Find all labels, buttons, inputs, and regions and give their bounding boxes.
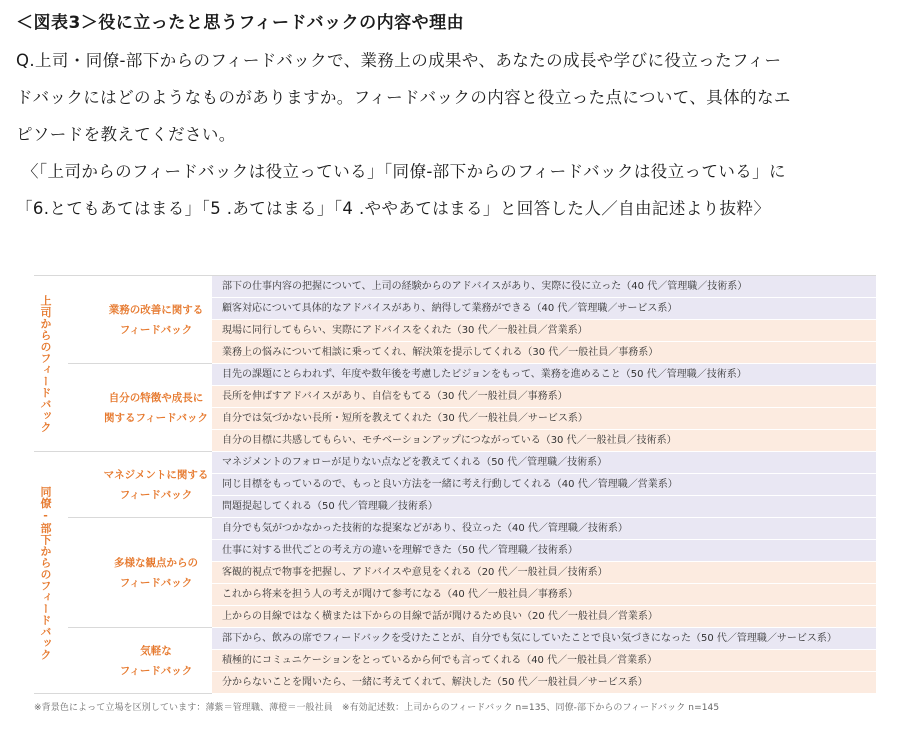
table-row: 仕事に対する世代ごとの考え方の違いを理解できた（50 代／管理職／技術系）	[212, 540, 876, 562]
question-line: 〈「上司からのフィードバックは役立っている」「同僚-部下からのフィードバックは役立っている」に	[22, 162, 786, 181]
feedback-table	[34, 276, 876, 694]
category-label: 気軽な フィードバック	[119, 645, 193, 677]
category-label: 自分の特徴や成長に 関するフィードバック	[104, 392, 208, 424]
group-divider	[34, 693, 68, 694]
table-row: 分からないことを聞いたら、一緒に考えてくれて、解決した（50 代／一般社員／サービス系）	[212, 672, 876, 694]
table-row: 長所を伸ばすアドバイスがあり、自信をもてる（30 代／一般社員／事務系）	[212, 386, 876, 408]
table-row: 目先の課題にとらわれず、年度や数年後を考慮したビジョンをもって、業務を進めること（50 代／管理職／技術系）	[212, 364, 876, 386]
figure-title: ＜図表3＞役に立ったと思うフィードバックの内容や理由	[16, 13, 465, 33]
category-label: 多様な観点からの フィードバック	[114, 557, 198, 589]
category-label: マネジメントに関する フィードバック	[103, 469, 209, 501]
table-row: 部下から、飲みの席でフィードバックを受けたことが、自分でも気にしていたことで良い気づきになった（50 代／管理職／サービス系）	[212, 628, 876, 650]
table-row: 部下の仕事内容の把握について、上司の経験からのアドバイスがあり、実際に役に立った（40 代／管理職／技術系）	[212, 276, 876, 298]
table-row: これから将来を担う人の考えが聞けて参考になる（40 代／一般社員／事務系）	[212, 584, 876, 606]
question-text	[16, 42, 896, 227]
footnote: ※背景色によって立場を区別しています：薄紫＝管理職、薄橙＝一般社員 ※有効記述数：上司からのフィードバック n=135、同僚-部下からのフィードバック n=145	[34, 703, 720, 713]
table-row: 自分では気づかない長所・短所を教えてくれた（30 代／一般社員／サービス系）	[212, 408, 876, 430]
category-label: 業務の改善に関する フィードバック	[108, 304, 204, 336]
category-divider	[68, 693, 212, 694]
group-label-boss: 上司からのフィードバック	[39, 295, 52, 433]
table-row: 自分の目標に共感してもらい、モチベーションアップにつながっている（30 代／一般社員／技術系）	[212, 430, 876, 452]
table-row: 現場に同行してもらい、実際にアドバイスをくれた（30 代／一般社員／営業系）	[212, 320, 876, 342]
table-row: マネジメントのフォローが足りない点などを教えてくれる（50 代／管理職／技術系）	[212, 452, 876, 474]
group-divider	[34, 451, 68, 452]
question-line: ドバックにはどのようなものがありますか。フィードバックの内容と役立った点について、具体的なエ	[16, 88, 791, 107]
table-row: 自分でも気がつかなかった技術的な提案などがあり、役立った（40 代／管理職／技術系）	[212, 518, 876, 540]
question-line: Q.上司・同僚-部下からのフィードバックで、業務上の成果や、あなたの成長や学びに役立ったフィー	[16, 51, 782, 70]
table-top-border	[34, 275, 876, 276]
table-row: 顧客対応について具体的なアドバイスがあり、納得して業務ができる（40 代／管理職／サービス系）	[212, 298, 876, 320]
table-row: 問題提起してくれる（50 代／管理職／技術系）	[212, 496, 876, 518]
table-row: 業務上の悩みについて相談に乗ってくれ、解決策を提示してくれる（30 代／一般社員／事務系）	[212, 342, 876, 364]
table-row: 積極的にコミュニケーションをとっているから何でも言ってくれる（40 代／一般社員／営業系）	[212, 650, 876, 672]
question-line: 「6.とてもあてはまる」「5 .あてはまる」「4 .ややあてはまる」と回答した人／自由記述より抜粋〉	[16, 199, 771, 218]
table-row: 同じ目標をもっているので、もっと良い方法を一緒に考え行動してくれる（40 代／管理職／営業系）	[212, 474, 876, 496]
table-row: 上からの目線ではなく横または下からの目線で話が聞けるため良い（20 代／一般社員／営業系）	[212, 606, 876, 628]
group-label-peer: 同僚-部下からのフィードバック	[39, 485, 52, 661]
table-row: 客観的視点で物事を把握し、アドバイスや意見をくれる（20 代／一般社員／技術系）	[212, 562, 876, 584]
question-line: ピソードを教えてください。	[16, 125, 236, 144]
